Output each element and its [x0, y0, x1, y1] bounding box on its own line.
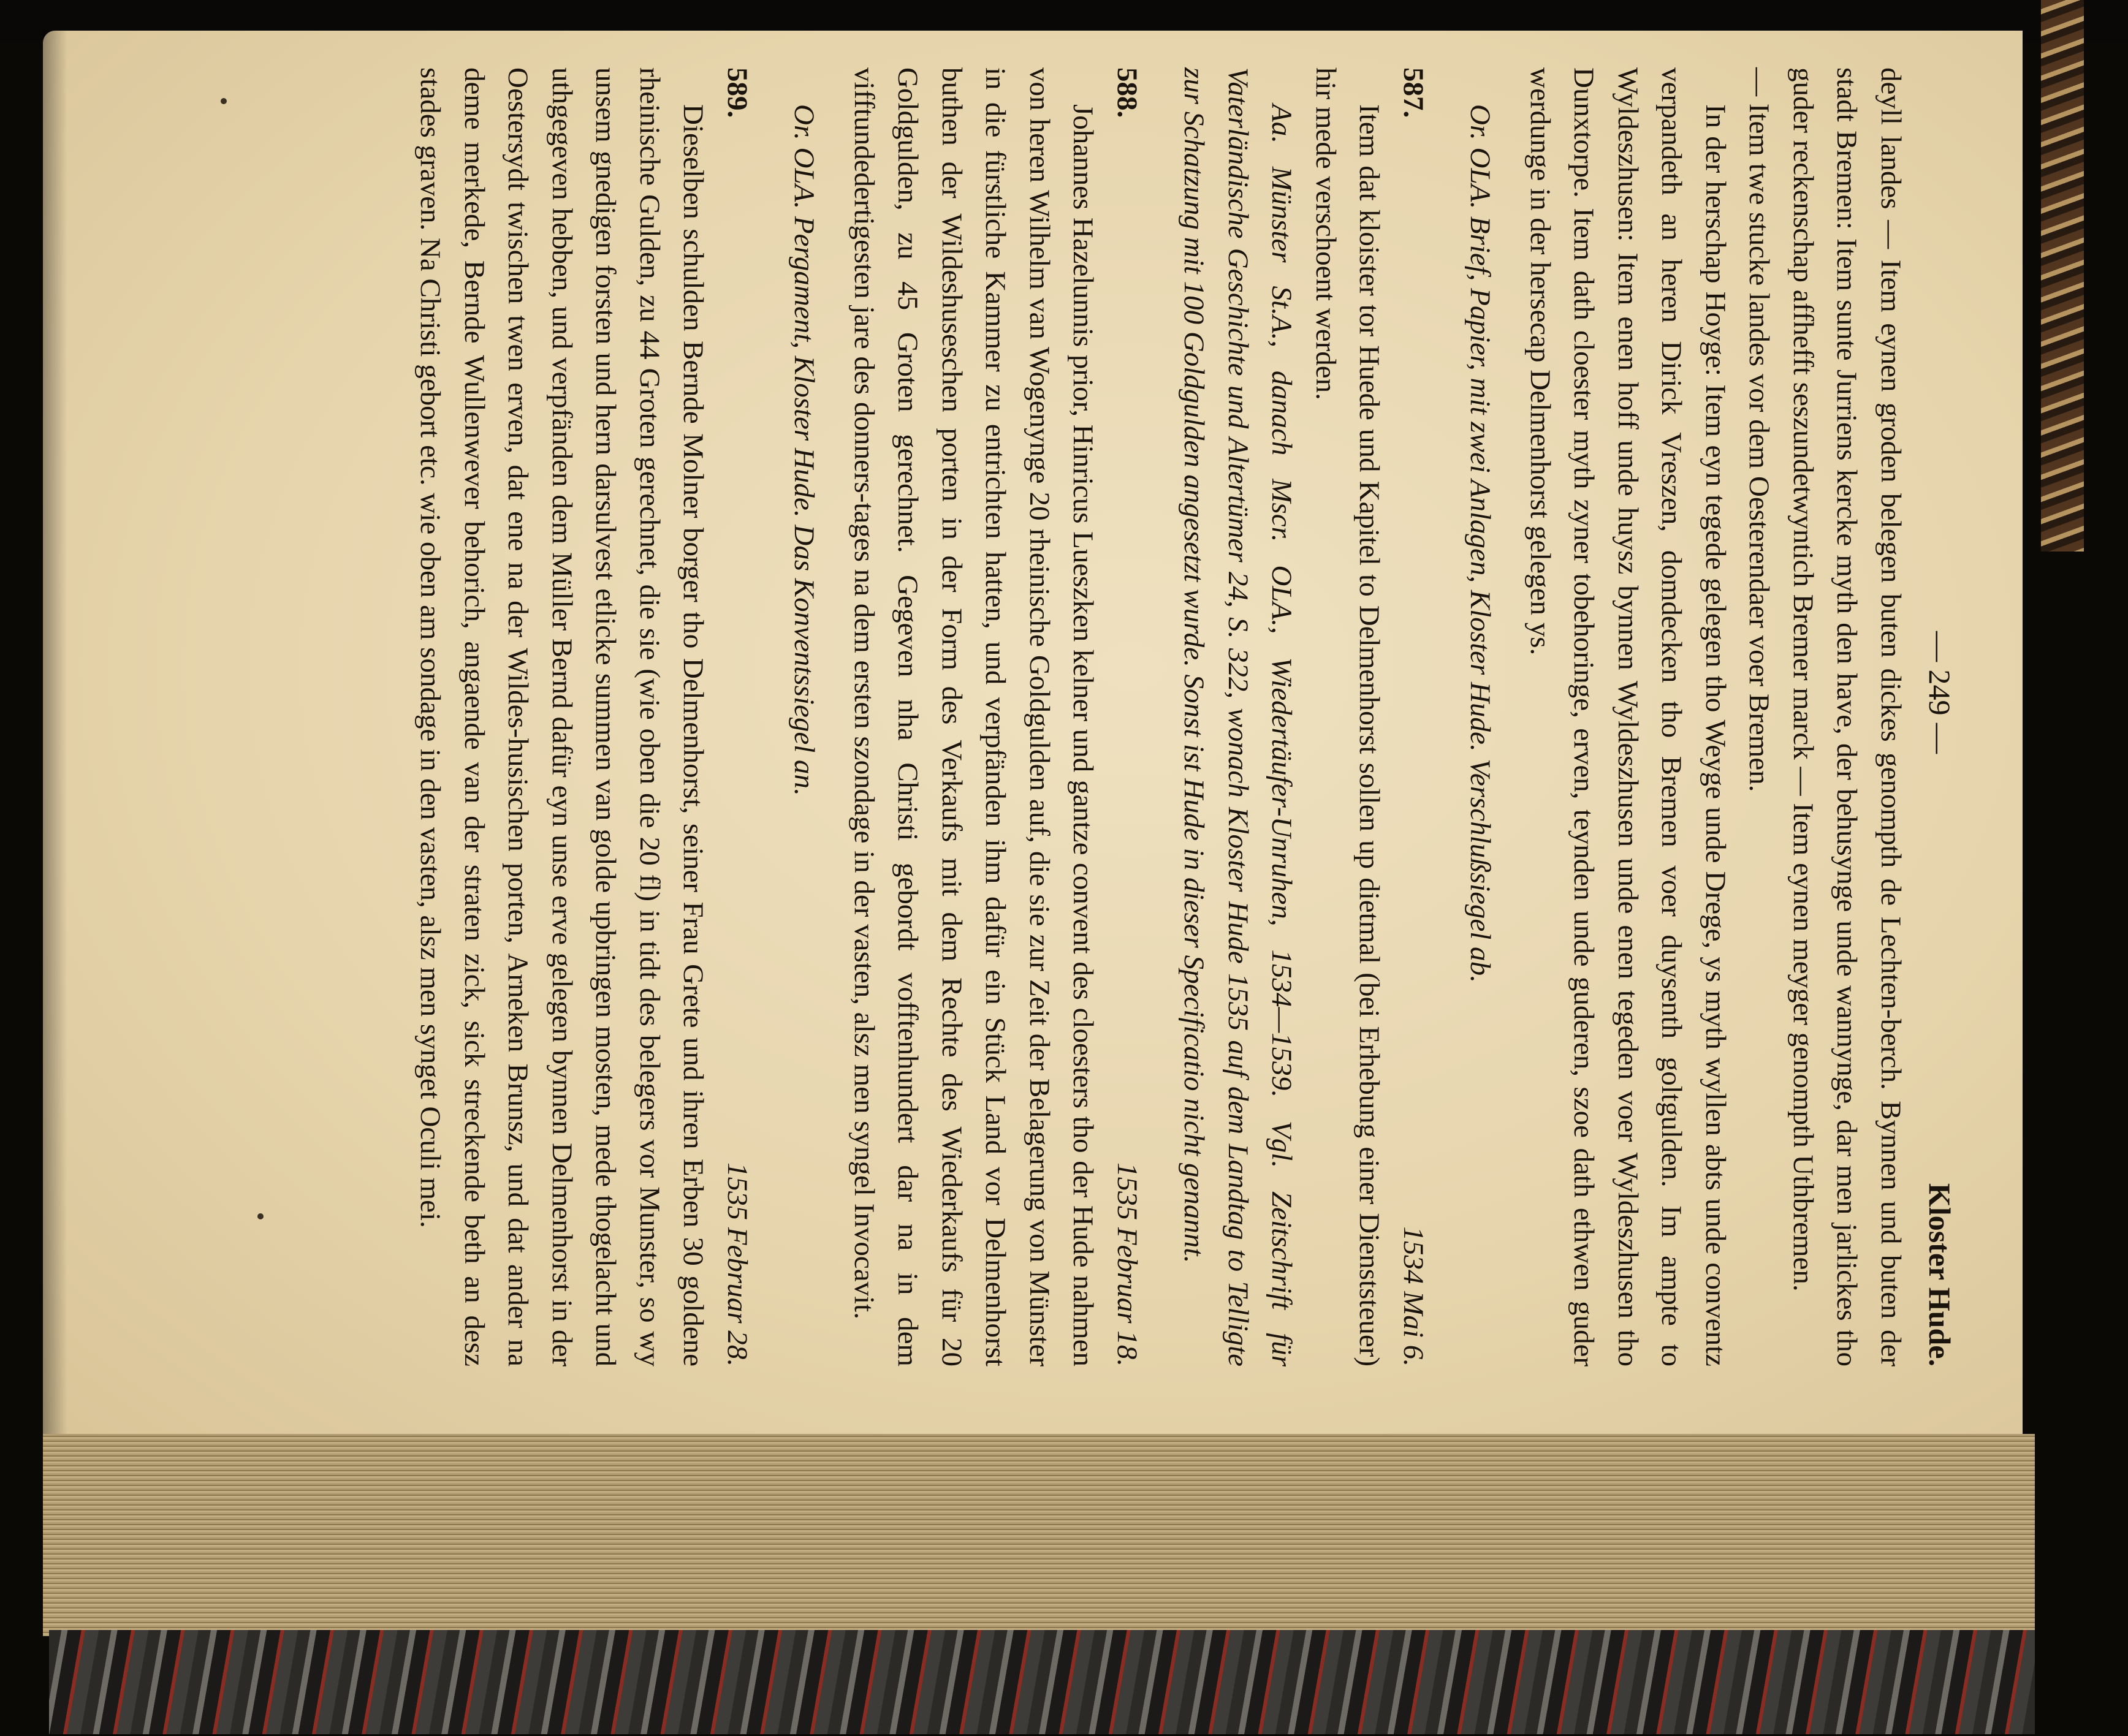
entry-source-note: Or. OLA. Pergament, Kloster Hude. Das Konventssiegel an. [788, 104, 821, 796]
entry-number: 589. [721, 67, 753, 118]
entry-text: Dieselben schulden Bernde Molner borger tho Delmenhorst, seiner Frau Grete und ihren Erben 30 goldene rheinische Gulden, zu 44 Groten gerechnet, die sie (wie oben die 20 fl) in tidt des belegers vor Munster, so wy unsem gnedigen forsten und hern darsulvest etlicke summen van golde upbringen mosten, mede thogelacht und uthgegeven hebben, und verpfänden dem Müller Bernd dafür eyn unse erve gelegen bynnen Delmenhorst in der Oestersydt twischen twen erven, dat ene na der Wildes-husischen porten, Arneken Brunsz, und dat ander na deme merkede, Bernde Wullenwever behorich, angaende van der straten zick, sick streckende beth an desz stades graven. Na Christi gebort etc. wie oben am sondage in den vasten, alsz men synget Oculi mei. [414, 67, 710, 1366]
entry-text: Item dat kloister tor Huede und Kapitel to Delmenhorst sollen up dietmal (bei Erhebung einer Dienststeuer) hir mede verschoent werden. [1310, 67, 1386, 1366]
entry-date: 1535 Februar 18. [1111, 1162, 1143, 1366]
entry-number: 587. [1397, 67, 1429, 118]
entry-text: Johannes Hazelunnis prior, Hinricus Lueszken kelner und gantze convent des cloesters tho der Hude nahmen von heren Wilhelm van Wogenynge 20 rheinische Goldgulden auf, die sie zur Zeit der Belagerung von Münster in die fürstliche Kammer zu entrichten hatten, und verpfänden ihm dafür ein Stück Land vor Delmenhorst buthen der Wildeshuseschen porten in der Form des Verkaufs mit dem Rechte des Wiederkaufs für 20 Goldgulden, zu 45 Groten gerechnet. Gegeven nha Christi gebordt vofftenhundert dar na in dem vifftundedertigesten jare des donners-tages na dem ersten szondage in der vasten, alsz men syngel Invocavit. [848, 67, 1100, 1366]
entry-heading [1391, 67, 1435, 1366]
marbled-edge-bottom [49, 1630, 2035, 1734]
continuation-line: — Item twe stucke landes vor dem Oesterendaer voer Bremen. [1743, 67, 1776, 792]
entry-heading [1105, 67, 1149, 1366]
entry-date: 1535 Februar 28. [721, 1162, 753, 1366]
entry-date: 1534 Mai 6. [1397, 1226, 1429, 1366]
running-title: Kloster Hude. [1923, 1183, 1957, 1366]
marbled-edge-right [2041, 0, 2084, 552]
page-gutter-shadow [43, 31, 67, 1446]
continuation-paragraph: deyll landes — Item eynen groden belegen buten dickes genompth de Lechten-berch. Bynnen und buten der stadt Bremen: Item sunte Jurriens kercke myth den have, der behusynge unde wannynge, dar men jarlickes tho guder reckenschap affhefft seszundetwyntich Bremer marck — Item eynen meyger genompth Uthbremen. [1787, 67, 1907, 1366]
page-number: — 249 — [1923, 631, 1957, 754]
rotated-text-block [123, 67, 1961, 1366]
page-header [1912, 67, 1961, 1366]
continuation-source-note: Or. OLA. Brief, Papier, mit zwei Anlagen, Kloster Hude. Verschlußsiegel ab. [1464, 104, 1497, 983]
continuation-paragraph-2: In der herschap Hoyge: Item eyn tegede gelegen tho Weyge unde Drege, ys myth wyllen abts unde conventz verpandeth an heren Dirick Vreszen, domdecken tho Bremen voer duysenth goltgulden. Im ampte to Wyldeszhusen: Item enen hoff unde huysz bynnen Wyldeszhusen unde enen tegeden voer Wyldeszhusen tho Dunxtorpe. Item dath cloester myth zyner tobehoringe, erven, teynden unde guderen, szoe dath ethwen guder werdunge in der hersecap Delmenhorst gelegen ys. [1524, 67, 1731, 1366]
entry-note: Aa. Münster St.A., danach Mscr. OLA., Wiedertäufer-Unruhen, 1534—1539. Vgl. Zeitschrift für Vaterländische Geschichte und Altertümer 24, S. 322, wonach Kloster Hude 1535 auf dem Landtag to Telligte zur Schatzung mit 100 Goldgulden angesetzt wurde. Sonst ist Hude in dieser Specificatio nicht genannt. [1178, 67, 1298, 1366]
entry-number: 588. [1111, 67, 1143, 118]
entry-heading [715, 67, 759, 1366]
page-stack-edge [43, 1434, 2035, 1636]
